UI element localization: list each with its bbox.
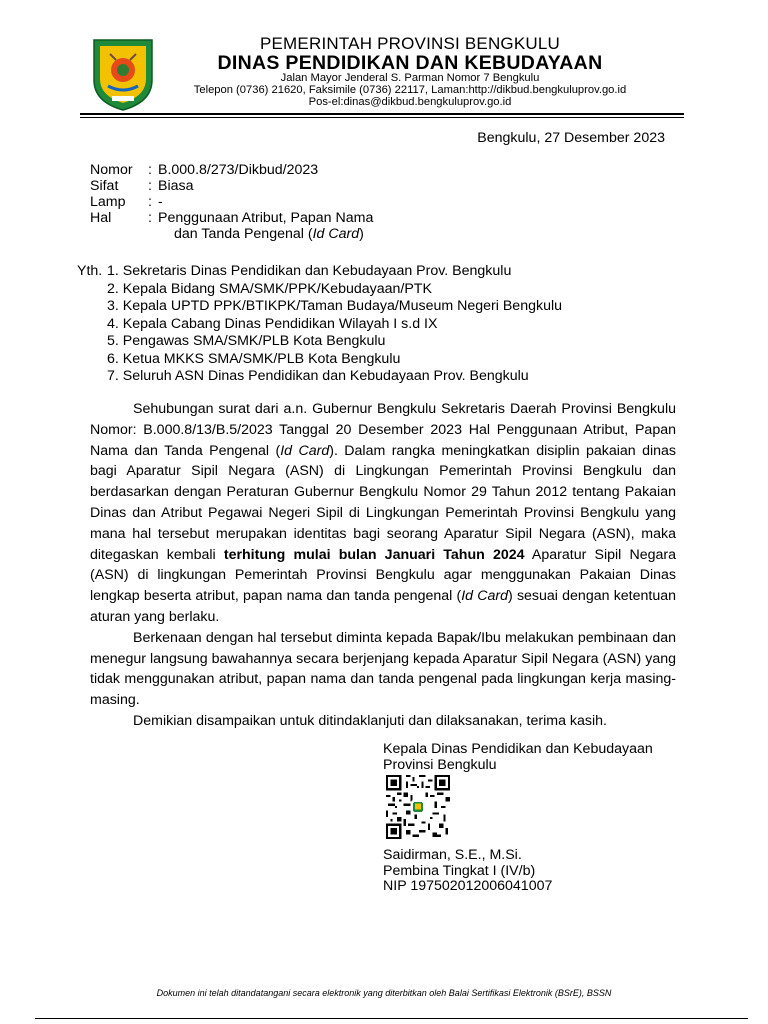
letter-meta	[90, 162, 373, 242]
header-government: PEMERINTAH PROVINSI BENGKULU	[259, 34, 560, 53]
letter-body	[90, 399, 676, 732]
header-agency: DINAS PENDIDIKAN DAN KEBUDAYAAN	[217, 52, 603, 74]
body-paragraph-1	[90, 399, 676, 628]
provincial-emblem-logo	[90, 36, 156, 112]
header-rule-thin	[80, 117, 684, 118]
body-paragraph-2: Berkenaan dengan hal tersebut diminta kepada Bapak/Ibu melakukan pembinaan dan menegur langsung bawahannya secara berjenjang kepada Aparatur Sipil Negara (ASN) yang tidak menggunakan atribut, papan nama dan tanda pengenal pada lingkungan kerja masing-masing.	[90, 629, 676, 709]
recipient-item	[77, 316, 562, 334]
qr-code-signature	[386, 775, 450, 839]
signer-name: Saidirman, S.E., M.Si.	[383, 847, 522, 863]
meta-hal	[90, 210, 373, 226]
recipient-text: 5. Pengawas SMA/SMK/PLB Kota Bengkulu	[107, 333, 386, 349]
recipient-text: 6. Ketua MKKS SMA/SMK/PLB Kota Bengkulu	[107, 350, 401, 367]
meta-value: Penggunaan Atribut, Papan Nama	[158, 210, 374, 226]
signer-rank: Pembina Tingkat I (IV/b)	[383, 862, 536, 879]
meta-key: Nomor	[90, 162, 133, 178]
meta-value: -	[158, 194, 163, 210]
meta-lamp	[90, 194, 373, 210]
body-text: ). Dalam rangka meningkatkan disiplin pakaian dinas bagi Aparatur Sipil Negara (ASN) di Lingkungan Pemerintah Provinsi Bengkulu dan berdasarkan dengan Peraturan Gubernur Bengkulu Nomor 29 Tahun 2012 tentang Pakaian Dinas dan Atribut Pegawai Negeri Sipil di Lingkungan Pemerintah Provinsi Bengkulu yang mana hal tersebut merupakan identitas bagi seorang Aparatur Sipil Negara (ASN), maka ditegaskan kembali	[90, 442, 677, 563]
meta-colon: :	[148, 178, 152, 194]
recipient-item	[77, 298, 562, 316]
meta-sifat	[90, 178, 373, 194]
body-text: Sehubungan surat dari a.n. Gubernur Bengkulu Sekretaris Daerah Provinsi Bengkulu Nomor: B.000.8/13/B.5/2023 Tanggal 20 Desember 2023 Hal Penggunaan Atribut, Papan Nama dan Tanda Pengenal (	[90, 401, 676, 459]
meta-colon: :	[148, 194, 152, 210]
footer-rule	[35, 1018, 748, 1019]
meta-colon: :	[148, 210, 152, 226]
recipient-list	[77, 263, 562, 386]
body-text: ) sesuai dengan ketentuan aturan yang berlaku.	[90, 588, 677, 625]
recipient-text: 2. Kepala Bidang SMA/SMK/PPK/Kebudayaan/PTK	[107, 280, 432, 297]
body-text: Aparatur Sipil Negara (ASN) di lingkungan Pemerintah Provinsi Bengkulu agar menggunakan Pakaian Dinas lengkap beserta atribut, papan nama dan tanda pengenal (	[90, 546, 676, 605]
meta-key: Sifat	[90, 178, 119, 194]
meta-key: Lamp	[90, 194, 126, 210]
meta-hal-cont-b: )	[359, 226, 364, 242]
recipient-text: 1. Sekretaris Dinas Pendidikan dan Kebudayaan Prov. Bengkulu	[107, 263, 512, 279]
signature-title-line1: Kepala Dinas Pendidikan dan Kebudayaan	[383, 741, 653, 757]
header-contact: Telepon (0736) 21620, Faksimile (0736) 22117, Laman:http://dikbud.bengkuluprov.go.id	[193, 84, 627, 96]
header-email: Pos-el:dinas@dikbud.bengkuluprov.go.id	[308, 96, 512, 108]
body-bold: terhitung mulai bulan Januari Tahun 2024	[223, 546, 525, 563]
meta-key: Hal	[90, 210, 112, 226]
meta-hal-continued	[90, 226, 373, 242]
letter-date: Bengkulu, 27 Desember 2023	[477, 130, 665, 146]
header-address: Jalan Mayor Jenderal S. Parman Nomor 7 Bengkulu	[280, 72, 540, 84]
body-italic: Id Card	[461, 588, 509, 605]
meta-hal-cont-a: dan Tanda Pengenal (	[174, 226, 313, 242]
recipient-item	[77, 368, 562, 386]
recipient-item	[77, 333, 562, 351]
meta-colon: :	[148, 162, 152, 178]
signature-signer	[383, 848, 552, 895]
signature-title	[383, 742, 653, 773]
signature-title-line2: Provinsi Bengkulu	[383, 756, 497, 773]
recipient-text: 4. Kepala Cabang Dinas Pendidikan Wilayah I s.d IX	[107, 315, 438, 332]
body-paragraph-3: Demikian disampaikan untuk ditindaklanjuti dan dilaksanakan, terima kasih.	[133, 712, 607, 729]
signer-nip: NIP 197502012006041007	[383, 878, 553, 894]
meta-value: Biasa	[158, 178, 194, 194]
meta-hal-cont-italic: Id Card	[312, 226, 360, 242]
body-italic: Id Card	[280, 442, 330, 459]
recipient-text: 3. Kepala UPTD PPK/BTIKPK/Taman Budaya/Museum Negeri Bengkulu	[107, 298, 563, 314]
recipient-item	[77, 281, 562, 299]
header-rule-thick	[80, 113, 684, 115]
footer-note: Dokumen ini telah ditandatangani secara elektronik yang diterbitkan oleh Balai Sertifikasi Elektronik (BSrE), BSSN	[156, 988, 612, 998]
meta-value: B.000.8/273/Dikbud/2023	[158, 162, 319, 178]
recipient-lead: Yth.	[77, 263, 103, 279]
meta-nomor	[90, 162, 373, 178]
recipient-item	[77, 263, 562, 281]
recipient-text: 7. Seluruh ASN Dinas Pendidikan dan Kebudayaan Prov. Bengkulu	[107, 368, 529, 384]
recipient-item	[77, 351, 562, 369]
